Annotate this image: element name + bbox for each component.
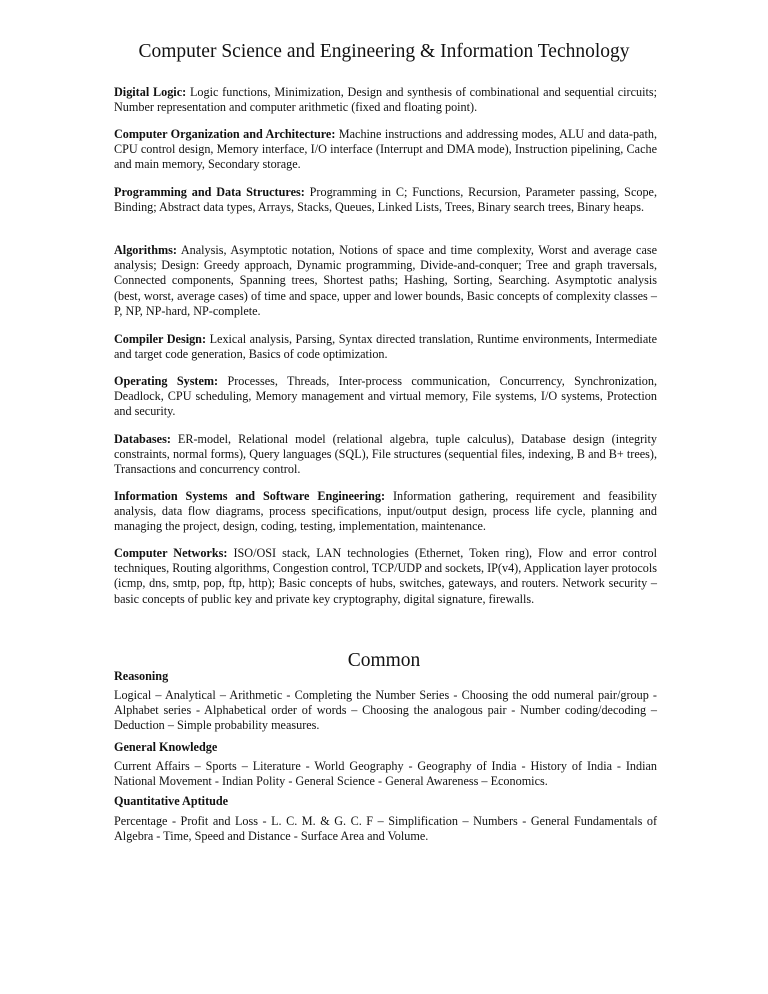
topic-text: Processes, Threads, Inter-process communication, Concurrency, Synchronization, Deadlock, CPU scheduling, Memory management and virtual memory, File systems, I/O systems, Protection and security. — [114, 374, 658, 419]
topic-text: Lexical analysis, Parsing, Syntax directed translation, Runtime environments, Intermediate and target code generation, Basics of code optimization. — [114, 332, 658, 362]
quantitative-aptitude-text: Percentage - Profit and Loss - L. C. M. & G. C. F – Simplification – Numbers - General Fundamentals of Algebra - Time, Speed and Distance - Surface Area and Volume. — [114, 814, 657, 844]
topic-text: Analysis, Asymptotic notation, Notions of space and time complexity, Worst and average case analysis; Design: Greedy approach, Dynamic programming, Divide-and-conquer; Tree and graph traversals, Connected components, Spanning trees, Shortest paths; Hashing, Sorting, Searching. Asymptotic analysis (best, worst, average cases) of time and space, upper and lower bounds, Basic concepts of complexity classes – P, NP, NP-hard, NP-complete. — [114, 243, 658, 318]
topic-text: ISO/OSI stack, LAN technologies (Ethernet, Token ring), Flow and error control techniques, Routing algorithms, Congestion control, TCP/UDP and sockets, IP(v4), Application layer protocols (icmp, dns, smtp, pop, ftp, http); Basic concepts of hubs, switches, gateways, and routers. Network security – basic concepts of public key and private key cryptography, digital signature, firewalls. — [114, 546, 657, 606]
topic-algorithms — [114, 243, 657, 319]
general-knowledge-text: Current Affairs – Sports – Literature - World Geography - Geography of India - History of India - Indian National Movement - Indian Polity - General Science - General Awareness – Economics. — [114, 759, 657, 789]
topic-computer-organization — [114, 127, 657, 173]
topic-heading: Operating System: — [114, 374, 219, 388]
topic-text: Machine instructions and addressing modes, ALU and data-path, CPU control design, Memory interface, I/O interface (Interrupt and DMA mode), Instruction pipelining, Cache and main memory, Secondary storage. — [114, 127, 657, 172]
reasoning-text: Logical – Analytical – Arithmetic - Completing the Number Series - Choosing the odd numeral pair/group - Alphabet series - Alphabetical order of words – Choosing the analogous pair - Number coding/decoding – Deduction – Simple probability measures. — [114, 688, 657, 733]
topic-programming-data-structures — [114, 185, 657, 215]
topic-heading: Information Systems and Software Engineering: — [114, 489, 386, 503]
common-section-title: Common — [347, 650, 421, 671]
topic-heading: Databases: — [114, 432, 171, 446]
topic-digital-logic — [114, 85, 657, 115]
quantitative-aptitude-heading: Quantitative Aptitude — [114, 794, 229, 808]
page-title: Computer Science and Engineering & Information Technology — [138, 41, 630, 62]
topic-heading: Algorithms: — [114, 243, 177, 257]
topic-heading: Computer Organization and Architecture: — [114, 127, 336, 141]
topic-heading: Digital Logic: — [114, 85, 187, 99]
topic-computer-networks — [114, 546, 657, 607]
topic-compiler-design — [114, 332, 657, 362]
topic-databases — [114, 432, 657, 478]
topic-heading: Computer Networks: — [114, 546, 228, 560]
reasoning-heading: Reasoning — [114, 669, 169, 683]
topic-text: Programming in C; Functions, Recursion, Parameter passing, Scope, Binding; Abstract data types, Arrays, Stacks, Queues, Linked Lists, Trees, Binary search trees, Binary heaps. — [114, 185, 657, 215]
topic-information-systems — [114, 489, 657, 535]
topic-heading: Compiler Design: — [114, 332, 207, 346]
topic-text: Information gathering, requirement and feasibility analysis, data flow diagrams, process specifications, input/output design, process life cycle, planning and managing the project, design, coding, testing, implementation, maintenance. — [114, 489, 658, 534]
topic-heading: Programming and Data Structures: — [114, 185, 305, 199]
topic-operating-system — [114, 374, 657, 420]
general-knowledge-heading: General Knowledge — [114, 740, 218, 754]
topic-text: Logic functions, Minimization, Design and synthesis of combinational and sequential circuits; Number representation and computer arithmetic (fixed and floating point). — [114, 85, 658, 115]
topic-text: ER-model, Relational model (relational algebra, tuple calculus), Database design (integrity constraints, normal forms), Query languages (SQL), File structures (sequential files, indexing, B and B+ trees), Transactions and concurrency control. — [114, 432, 658, 477]
